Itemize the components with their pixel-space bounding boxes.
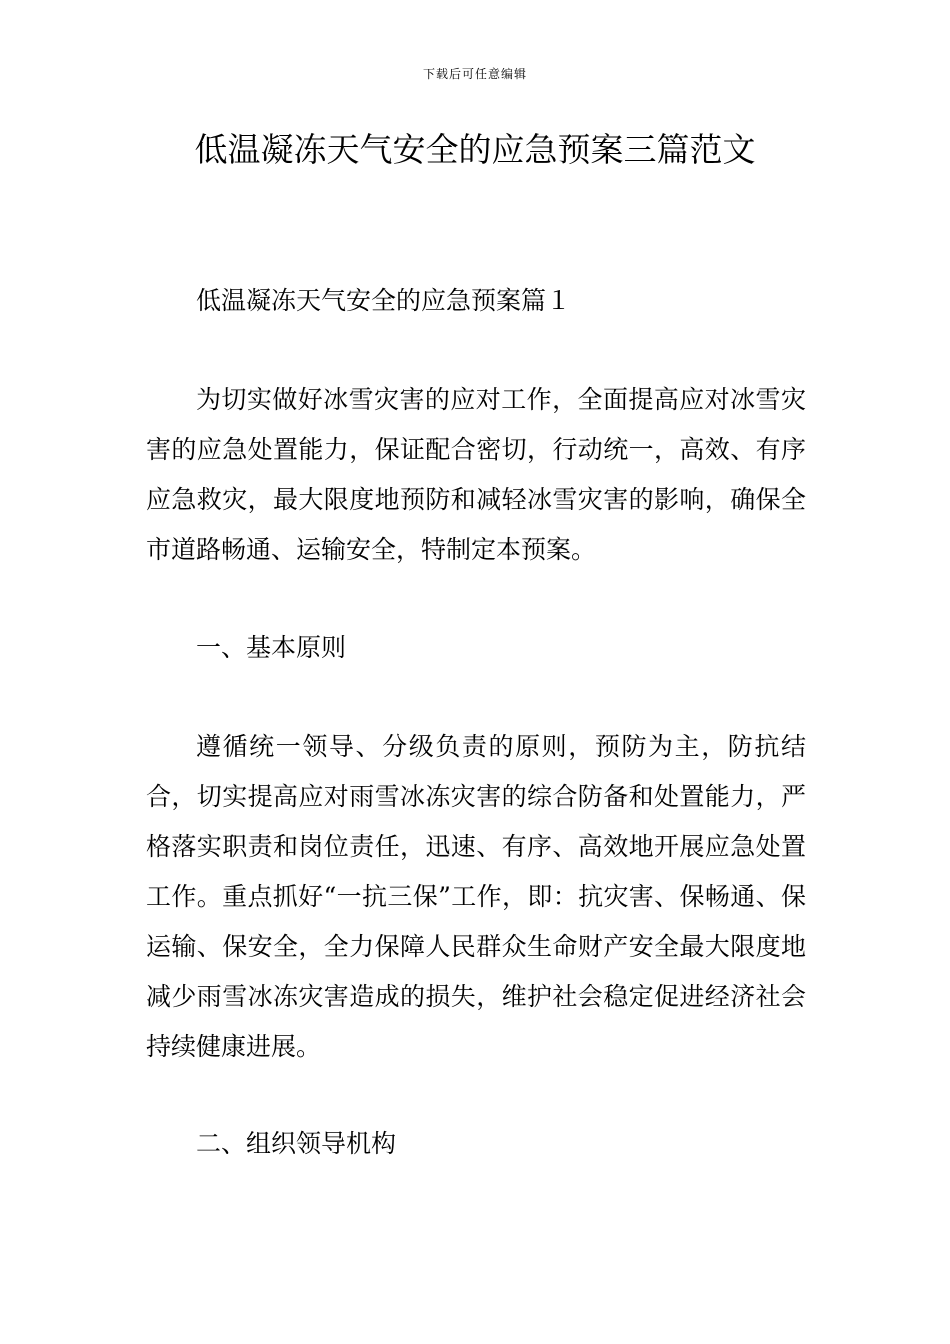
document-title: 低温凝冻天气安全的应急预案三篇范文 bbox=[194, 130, 756, 169]
principles-paragraph: 遵循统一领导、分级负责的原则，预防为主，防抗结合，切实提高应对雨雪冰冻灾害的综合防备和处置能力，严格落实职责和岗位责任，迅速、有序、高效地开展应急处置工作。重点抓好“一抗三保”工作，即：抗灾害、保畅通、保运输、保安全，全力保障人民群众生命财产安全最大限度地减少雨雪冰冻灾害造成的损失，维护社会稳定促进经济社会持续健康进展。 bbox=[146, 732, 806, 1061]
heading-basic-principles: 一、基本原则 bbox=[196, 633, 347, 662]
heading-organization: 二、组织领导机构 bbox=[196, 1129, 397, 1158]
header-note: 下载后可任意编辑 bbox=[422, 67, 527, 81]
section-title: 低温凝冻天气安全的应急预案篇１ bbox=[196, 286, 572, 315]
intro-paragraph: 为切实做好冰雪灾害的应对工作，全面提高应对冰雪灾害的应急处置能力，保证配合密切，行动统一，高效、有序应急救灾，最大限度地预防和减轻冰雪灾害的影响，确保全市道路畅通、运输安全，特制定本预案。 bbox=[146, 385, 806, 564]
